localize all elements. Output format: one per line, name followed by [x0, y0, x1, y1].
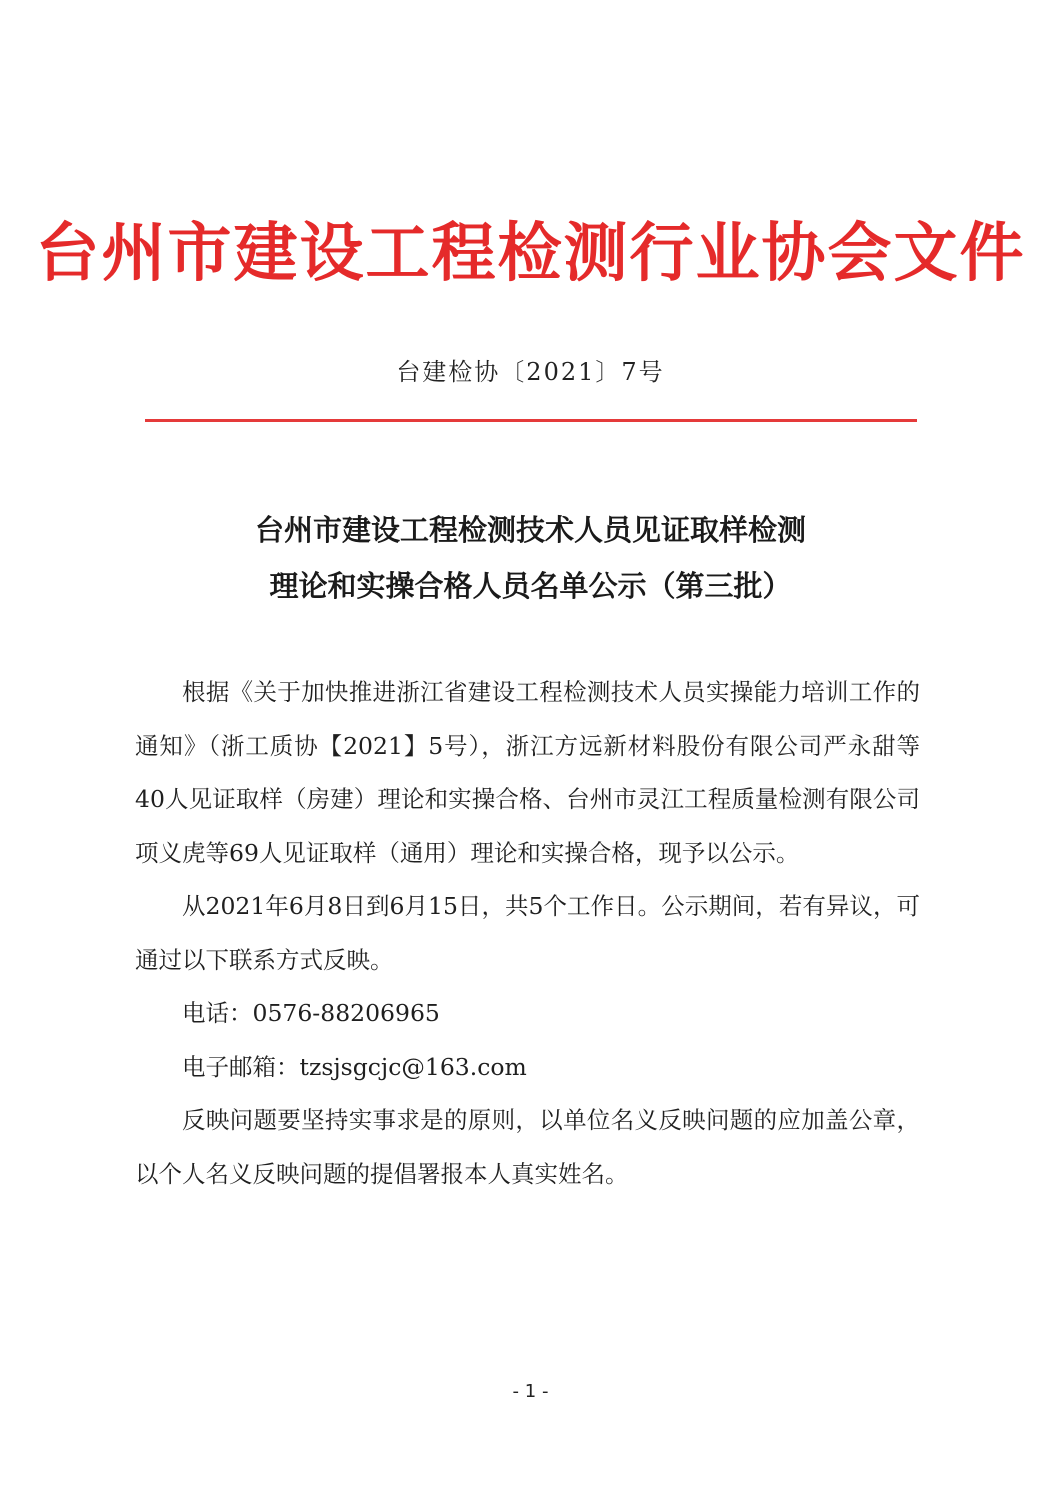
notice-title-line-1: 台州市建设工程检测技术人员见证取样检测	[254, 513, 806, 547]
body-paragraph-basis: 根据《关于加快推进浙江省建设工程检测技术人员实操能力培训工作的通知》（浙工质协【2021】5号），浙江方远新材料股份有限公司严永甜等40人见证取样（房建）理论和实操合格、台州市灵江工程质量检测有限公司项义虎等69人见证取样（通用）理论和实操合格，现予以公示。	[135, 678, 920, 867]
contact-phone: 电话：0576-88206965	[182, 999, 440, 1027]
document-number: 台建检协〔2021〕7号	[396, 358, 665, 386]
page-number: - 1 -	[512, 1381, 549, 1402]
document-header-title: 台州市建设工程检测行业协会文件	[35, 216, 1026, 291]
body-paragraph-principle: 反映问题要坚持实事求是的原则，以单位名义反映问题的应加盖公章，以个人名义反映问题的提倡署报本人真实姓名。	[135, 1106, 920, 1188]
notice-title-line-2: 理论和实操合格人员名单公示（第三批）	[269, 569, 792, 603]
contact-email: 电子邮箱：tzsjsgcjc@163.com	[182, 1052, 527, 1081]
header-divider-rule	[145, 419, 917, 422]
notice-title	[0, 502, 1061, 614]
body-paragraph-period: 从2021年6月8日到6月15日，共5个工作日。公示期间，若有异议，可通过以下联系方式反映。	[135, 892, 920, 974]
notice-body	[135, 666, 920, 1201]
